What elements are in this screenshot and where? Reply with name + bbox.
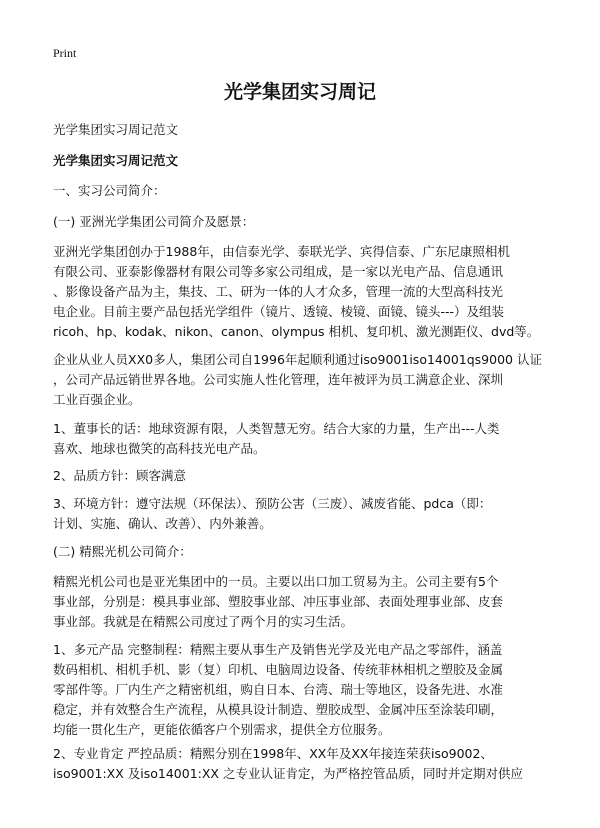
paragraph-company-intro <box>53 242 551 342</box>
section-heading-1: 一、实习公司简介： <box>53 183 166 198</box>
text-line: 均能一贯化生产，更能依循客户个别需求，提供全方位服务。 <box>53 722 391 737</box>
text-line: 1、董事长的话：地球资源有限，人类智慧无穷。结合大家的力量，生产出---人类 <box>53 421 500 436</box>
paragraph-certification <box>53 744 551 784</box>
paragraph-jingxi-intro <box>53 572 551 632</box>
text-line: 数码相机、相机手机、影（复）印机、电脑周边设备、传统菲林相机之塑胶及金属 <box>53 662 504 677</box>
text-line: 有限公司、亚泰影像器材有限公司等多家公司组成，是一家以光电产品、信息通讯 <box>53 264 504 279</box>
document-subtitle: 光学集团实习周记范文 <box>53 122 179 137</box>
text-line: 2、品质方针：顾客满意 <box>53 468 186 483</box>
text-line: 1、多元产品 完整制程：精熙主要从事生产及销售光学及光电产品之零部件，涵盖 <box>53 642 503 657</box>
text-line: iso9001:XX 及iso14001:XX 之专业认证肯定，为严格控管品质，同时并定期对供应 <box>53 766 523 781</box>
paragraph-environment-policy <box>53 494 551 534</box>
text-line: 事业部，分别是：模具事业部、塑胶事业部、冲压事业部、表面处理事业部、皮套 <box>53 594 504 609</box>
text-line: 喜欢、地球也微笑的高科技光电产品。 <box>53 441 266 456</box>
text-line: 电企业。目前主要产品包括光学组件（镜片、透镜、棱镜、面镜、镜头---）及组装 <box>53 304 505 319</box>
text-line: 亚洲光学集团创办于1988年，由信泰光学、泰联光学、宾得信泰、广东尼康照相机 <box>53 244 510 259</box>
text-line: 工业百强企业。 <box>53 392 141 407</box>
paragraph-products <box>53 640 551 740</box>
document-title: 光学集团实习周记 <box>223 81 376 103</box>
text-line: ricoh、hp、kodak、nikon、canon、olympus 相机、复印机、激光测距仪、dvd等。 <box>53 324 540 339</box>
document-subtitle-bold: 光学集团实习周记范文 <box>53 153 179 168</box>
text-line: 企业从业人员XX0多人，集团公司自1996年起顺利通过iso9001iso14001qs9000 认证 <box>53 352 542 367</box>
text-line: ，公司产品远销世界各地。公司实施人性化管理，连年被评为员工满意企业、深圳 <box>53 372 504 387</box>
section-heading-2: (二) 精熙光机公司简介： <box>53 544 192 559</box>
text-line: 零部件等。厂内生产之精密机组，购自日本、台湾、瑞士等地区，设备先进、水准 <box>53 682 504 697</box>
text-line: 、影像设备产品为主，集技、工、研为一体的人才众多，管理一流的大型高科技光 <box>53 284 504 299</box>
section-heading-1a: (一) 亚洲光学集团公司简介及愿景： <box>53 214 255 229</box>
print-label: Print <box>53 46 77 60</box>
text-line: 计划、实施、确认、改善）、内外兼善。 <box>53 516 272 531</box>
text-line: 稳定，并有效整合生产流程，从模具设计制造、塑胶成型、金属冲压至涂装印刷， <box>53 702 504 717</box>
text-line: 精熙光机公司也是亚光集团中的一员。主要以出口加工贸易为主。公司主要有5个 <box>53 574 499 589</box>
paragraph-quality-policy <box>53 466 551 486</box>
paragraph-employees <box>53 350 551 410</box>
text-line: 事业部。我就是在精熙公司度过了两个月的实习生活。 <box>53 614 354 629</box>
paragraph-chairman <box>53 419 551 459</box>
text-line: 2、专业肯定 严控品质：精熙分别在1998年、XX年及XX年接连荣获iso9002、 <box>53 746 493 761</box>
text-line: 3、环境方针：遵守法规（环保法）、预防公害（三废）、减废省能、pdca（即： <box>53 496 492 511</box>
